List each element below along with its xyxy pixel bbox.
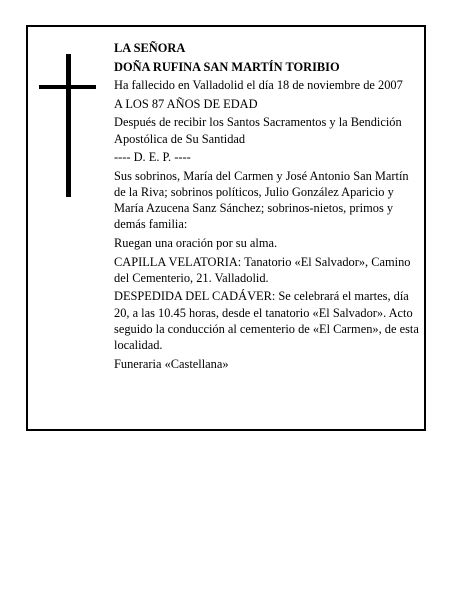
cross-horizontal-bar (39, 85, 96, 89)
notice-text (114, 40, 420, 374)
cross-vertical-bar (66, 54, 71, 197)
farewell-paragraph: DESPEDIDA DEL CADÁVER: Se celebrará el martes, día 20, a las 10.45 horas, desde el tanatorio «El Salvador». Acto seguido la conducción al cementerio de «El Carmen», de esta localidad. (114, 289, 419, 352)
sacraments-line: Después de recibir los Santos Sacramentos y la Bendición Apostólica de Su Santidad (114, 115, 402, 146)
deceased-name: DOÑA RUFINA SAN MARTÍN TORIBIO (114, 59, 340, 74)
death-statement: Ha fallecido en Valladolid el día 18 de noviembre de 2007 (114, 78, 403, 93)
funeral-home-line: Funeraria «Castellana» (114, 356, 229, 371)
family-paragraph: Sus sobrinos, María del Carmen y José Antonio San Martín de la Riva; sobrinos políticos, Julio González Aparicio y María Azucena Sanz Sánchez; sobrinos-nietos, primos y demás familia: (114, 168, 409, 232)
obituary-notice (26, 25, 426, 431)
notice-title: LA SEÑORA (114, 41, 186, 55)
prayer-line: Ruegan una oración por su alma. (114, 235, 278, 250)
chapel-paragraph: CAPILLA VELATORIA: Tanatorio «El Salvador», Camino del Cementerio, 21. Valladolid. (114, 254, 411, 285)
rip-line: ---- D. E. P. ---- (114, 150, 191, 165)
age-line: A LOS 87 AÑOS DE EDAD (114, 96, 258, 111)
